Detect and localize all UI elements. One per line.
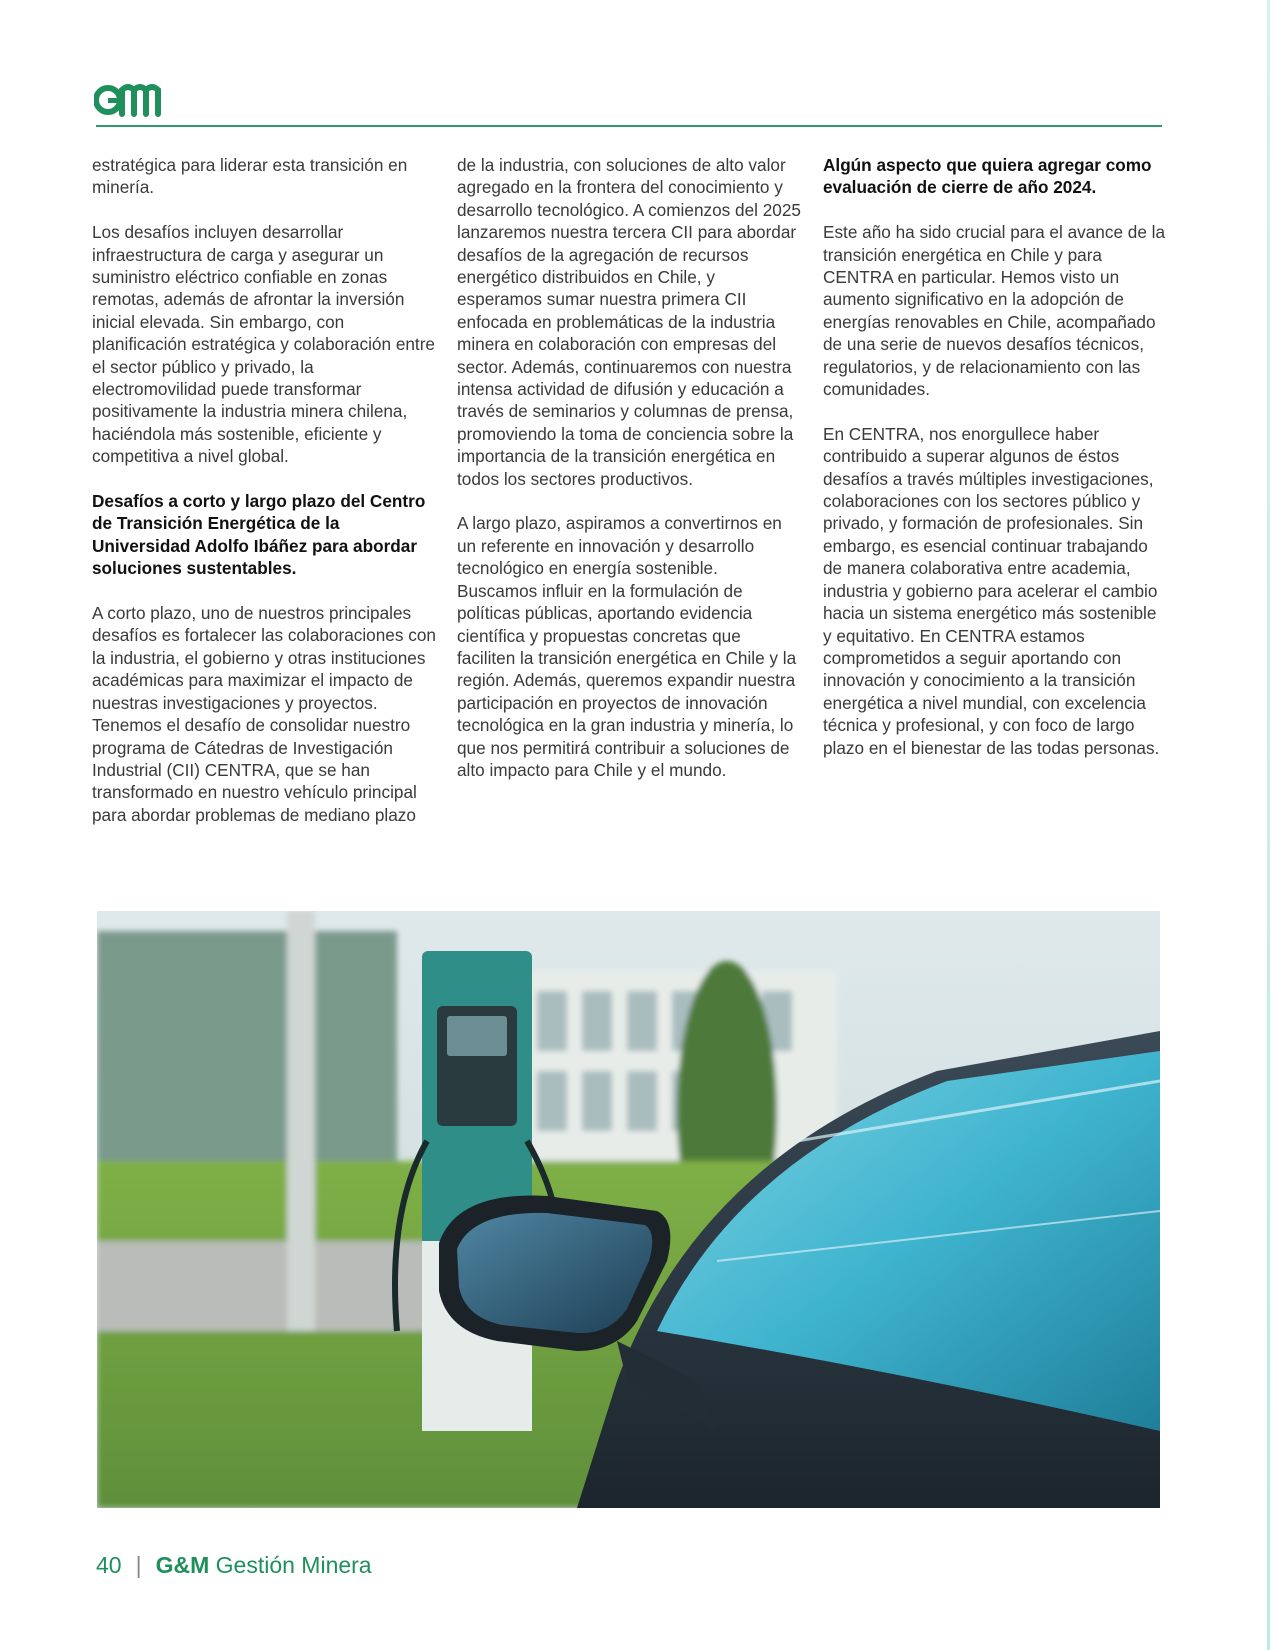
paragraph: Los desafíos incluyen desarrollar infraestructura de carga y asegurar un suministro eléctrico confiable en zonas remotas, además de afrontar la inversión inicial elevada. Sin embargo, con planificación estratégica y colaboración entre el sector público y privado, la electromovilidad puede transformar positivamente la industria minera chilena, haciéndola más sostenible, eficiente y competitiva a nivel global. <box>92 222 435 467</box>
header-rule <box>96 125 1162 127</box>
gm-logo <box>94 80 164 118</box>
footer-separator: | <box>135 1552 142 1578</box>
paragraph: estratégica para liderar esta transición en minería. <box>92 155 408 198</box>
section-heading: Algún aspecto que quiera agregar como evaluación de cierre de año 2024. <box>823 155 1152 198</box>
footer-brand: G&M <box>155 1552 210 1578</box>
page-edge-line <box>1267 0 1270 1650</box>
ev-charging-photo <box>97 911 1160 1508</box>
paragraph: de la industria, con soluciones de alto valor agregado en la frontera del conocimiento y desarrollo tecnológico. A comienzos del 2025 lanzaremos nuestra tercera CII para abordar desafíos de la agregación de recursos energético distribuidos en Chile, y esperamos sumar nuestra primera CII enfocada en problemáticas de la industria minera en colaboración con empresas del sector. Además, continuaremos con nuestra intensa actividad de difusión y educación a través de seminarios y columnas de prensa, promoviendo la toma de conciencia sobre la importancia de la transición energética en todos los sectores productivos. <box>457 155 801 489</box>
text-column-1 <box>92 154 437 849</box>
paragraph: A corto plazo, uno de nuestros principales desafíos es fortalecer las colaboraciones con la industria, el gobierno y otras instituciones académicas para maximizar el impacto de nuestras investigaciones y proyectos. Tenemos el desafío de consolidar nuestro programa de Cátedras de Investigación Industrial (CII) CENTRA, que se han transformado en nuestro vehículo principal para abordar problemas de mediano plazo <box>92 603 436 825</box>
page-footer <box>96 1552 372 1579</box>
page-number: 40 <box>96 1552 122 1578</box>
paragraph: A largo plazo, aspiramos a convertirnos en un referente en innovación y desarrollo tecnológico en energía sostenible. Buscamos influir en la formulación de políticas públicas, aportando evidencia científica y propuestas concretas que faciliten la transición energética en Chile y la región. Además, queremos expandir nuestra participación en proyectos de innovación tecnológica en la gran industria y minería, lo que nos permitirá contribuir a soluciones de alto impacto para Chile y el mundo. <box>457 513 797 780</box>
text-column-2 <box>457 154 802 804</box>
text-column-3 <box>823 154 1168 781</box>
ev-charging-illustration <box>97 911 1160 1508</box>
footer-publication: Gestión Minera <box>215 1552 372 1578</box>
paragraph: Este año ha sido crucial para el avance de la transición energética en Chile y para CENTRA en particular. Hemos visto un aumento significativo en la adopción de energías renovables en Chile, acompañado de una serie de nuevos desafíos técnicos, regulatorios, y de relacionamiento con las comunidades. <box>823 222 1166 400</box>
paragraph: En CENTRA, nos enorgullece haber contribuido a superar algunos de éstos desafíos a través múltiples investigaciones, colaboraciones con los sectores público y privado, y formación de profesionales. Sin embargo, es esencial continuar trabajando de manera colaborativa entre academia, industria y gobierno para acelerar el cambio hacia un sistema energético más sostenible y equitativo. En CENTRA estamos comprometidos a seguir aportando con innovación y conocimiento a la transición energética a nivel mundial, con excelencia técnica y profesional, y con foco de largo plazo en el bienestar de las todas personas. <box>823 423 1160 758</box>
section-heading: Desafíos a corto y largo plazo del Centro de Transición Energética de la Universidad Adolfo Ibáñez para abordar soluciones sustentables. <box>92 491 426 579</box>
